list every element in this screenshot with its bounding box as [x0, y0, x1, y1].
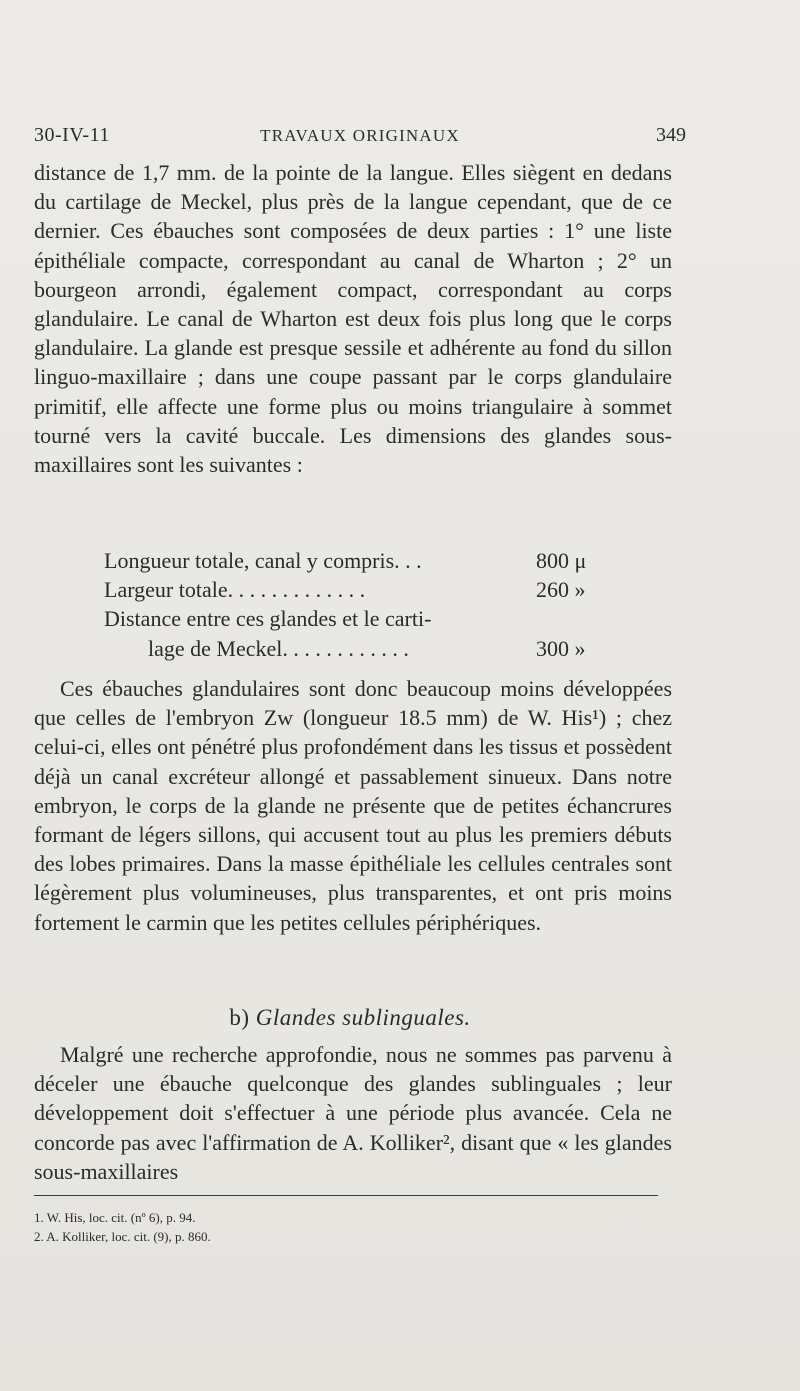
- dimension-row: [104, 604, 664, 633]
- dimension-label: Longueur totale, canal y compris. . .: [104, 548, 422, 573]
- footnote-item: 2. A. Kolliker, loc. cit. (9), p. 860.: [34, 1229, 211, 1244]
- dimension-label: lage de Meckel. . . . . . . . . . . .: [148, 635, 409, 661]
- footnote-divider: [34, 1195, 658, 1196]
- dimension-value: 260 »: [536, 577, 586, 603]
- paragraph-1: [34, 158, 672, 479]
- paragraph-2-text: Ces ébauches glandulaires sont donc beaucoup moins développées que celles de l'embryon Zw (longueur 18.5 mm) de W. His¹) ; chez celui-ci, elles ont pénétré plus profondément dans les tissus et possèdent déjà un canal excréteur allongé et passablement sinueux. Dans notre embryon, le corps de la glande ne présente que de petites échancrures formant de légers sillons, qui accusent tout au plus les premiers débuts des lobes primaires. Dans la masse épithéliale les cellules centrales sont légèrement plus volumineuses, plus transparentes, et ont pris moins fortement le carmin que les petites cellules périphériques.: [34, 676, 672, 935]
- paragraph-1-text: distance de 1,7 mm. de la pointe de la langue. Elles siègent en dedans du cartilage de Meckel, plus près de la langue cependant, que de ce dernier. Ces ébauches sont composées de deux parties : 1° une liste épithéliale compacte, correspondant au canal de Wharton ; 2° un bourgeon arrondi, également compact, correspondant au corps glandulaire. Le canal de Wharton est deux fois plus long que le corps glandulaire. La glande est presque sessile et adhérente au fond du sillon linguo-maxillaire ; dans une coupe passant par le corps glandulaire primitif, elle affecte une forme plus ou moins triangulaire à sommet tourné vers la cavité buccale. Les dimensions des glandes sous-maxillaires sont les suivantes :: [34, 160, 672, 478]
- dimension-label: Distance entre ces glandes et le carti-: [104, 606, 432, 632]
- dimension-label: Largeur totale. . . . . . . . . . . . .: [104, 577, 366, 603]
- section-heading: [0, 1005, 700, 1031]
- paragraph-3: [34, 1040, 672, 1186]
- dimension-value: 300 »: [536, 635, 586, 661]
- dimension-row: [104, 575, 664, 604]
- paragraph-3-text: Malgré une recherche approfondie, nous ne sommes pas parvenu à déceler une ébauche quelconque des glandes sublinguales ; leur développement doit s'effectuer à une période plus avancée. Cela ne concorde pas avec l'affirmation de A. Kolliker², disant que « les glandes sous-maxillaires: [34, 1042, 672, 1184]
- dimensions-table: [104, 546, 664, 663]
- footnote-item: 1. W. His, loc. cit. (nº 6), p. 94.: [34, 1210, 196, 1225]
- footnotes: [34, 1208, 674, 1246]
- dimension-value: 800 μ: [536, 548, 587, 573]
- section-prefix: b): [229, 1005, 250, 1030]
- dimension-row: [104, 546, 664, 575]
- header-date: 30-IV-11: [34, 124, 110, 146]
- page-number: 349: [656, 124, 686, 146]
- section-title: Glandes sublinguales.: [255, 1005, 471, 1030]
- paragraph-2: [34, 674, 672, 937]
- dimension-row: [104, 634, 664, 663]
- running-header: [34, 124, 686, 154]
- header-title: TRAVAUX ORIGINAUX: [260, 126, 460, 145]
